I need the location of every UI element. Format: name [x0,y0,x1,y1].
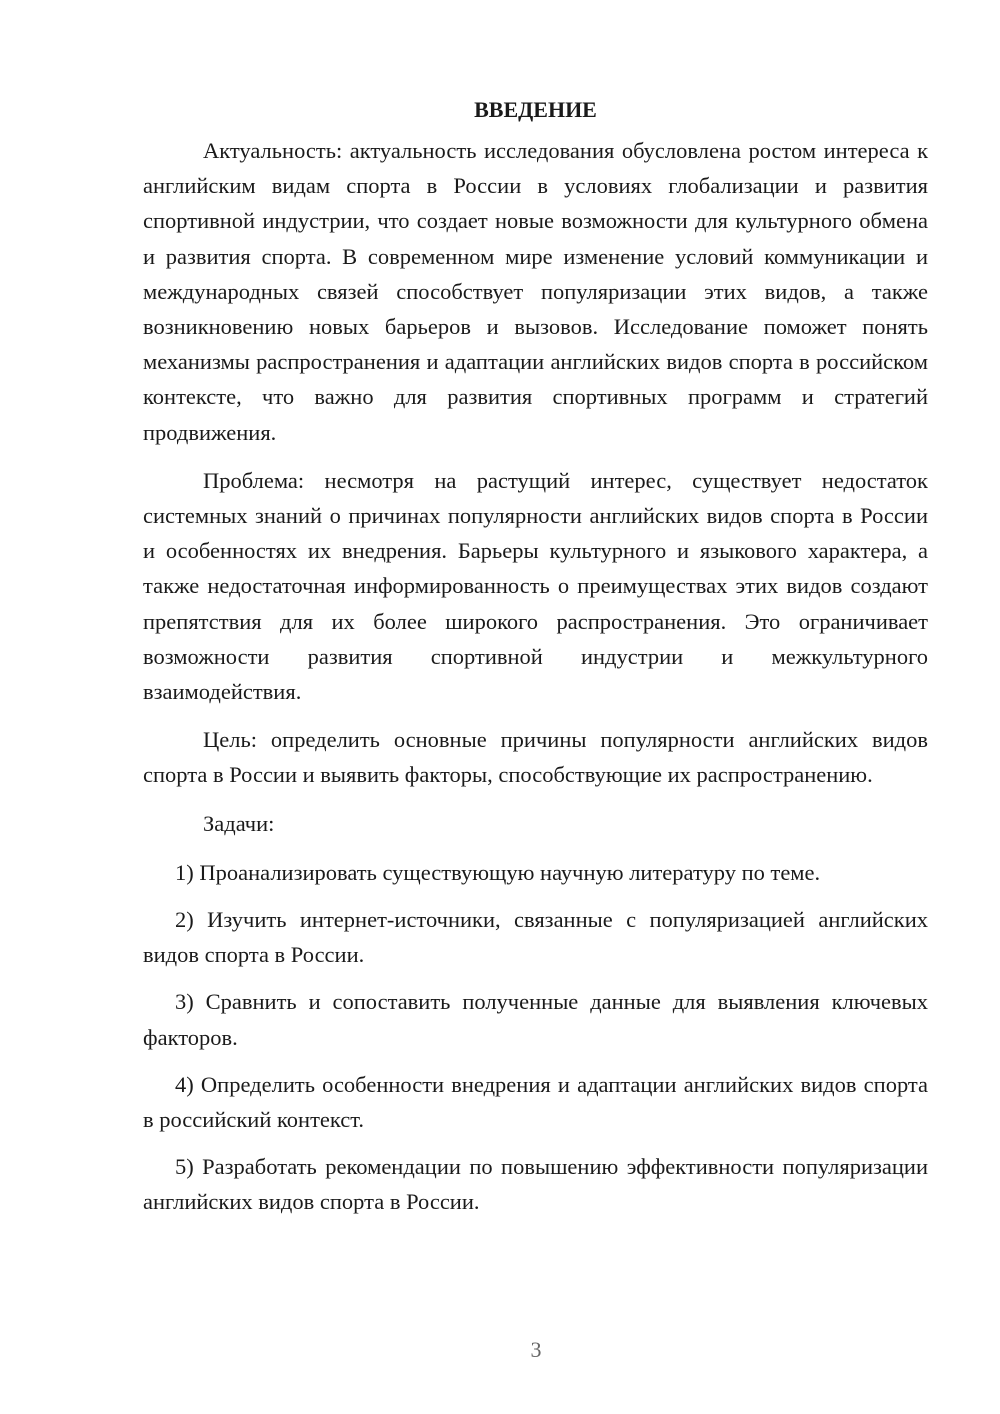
task-item-5: 5) Разработать рекомендации по повышению эффективности популяризации английских видов спорта в России. [143,1154,928,1215]
paragraph-goal: Цель: определить основные причины популярности английских видов спорта в России и выявить факторы, способствующие их распространению. [143,727,928,788]
paragraph-relevance: Актуальность: актуальность исследования обусловлена ростом интереса к английским видам спорта в России в условиях глобализации и развития спортивной индустрии, что создает новые возможности для культурного обмена и развития спорта. В современном мире изменение условий коммуникации и международных связей способствует популяризации этих видов, а также возникновению новых барьеров и вызовов. Исследование поможет понять механизмы распространения и адаптации английских видов спорта в российском контексте, что важно для развития спортивных программ и стратегий продвижения. [143,138,928,445]
task-item-2: 2) Изучить интернет-источники, связанные с популяризацией английских видов спорта в России. [143,907,928,968]
section-heading: ВВЕДЕНИЕ [474,97,597,122]
page-content [143,92,928,1232]
task-item-1: 1) Проанализировать существующую научную литературу по теме. [175,859,821,885]
task-item-4: 4) Определить особенности внедрения и адаптации английских видов спорта в российский контекст. [143,1071,928,1133]
page-number: 3 [530,1337,542,1362]
task-item-3: 3) Сравнить и сопоставить полученные данные для выявления ключевых факторов. [143,989,928,1050]
paragraph-problem: Проблема: несмотря на растущий интерес, существует недостаток системных знаний о причинах популярности английских видов спорта в России и особенностях их внедрения. Барьеры культурного и языкового характера, а также недостаточная информированность о преимуществах этих видов создают препятствия для их более широкого распространения. Это ограничивает возможности развития спортивной индустрии и межкультурного взаимодействия. [143,467,928,705]
tasks-label: Задачи: [203,810,275,836]
